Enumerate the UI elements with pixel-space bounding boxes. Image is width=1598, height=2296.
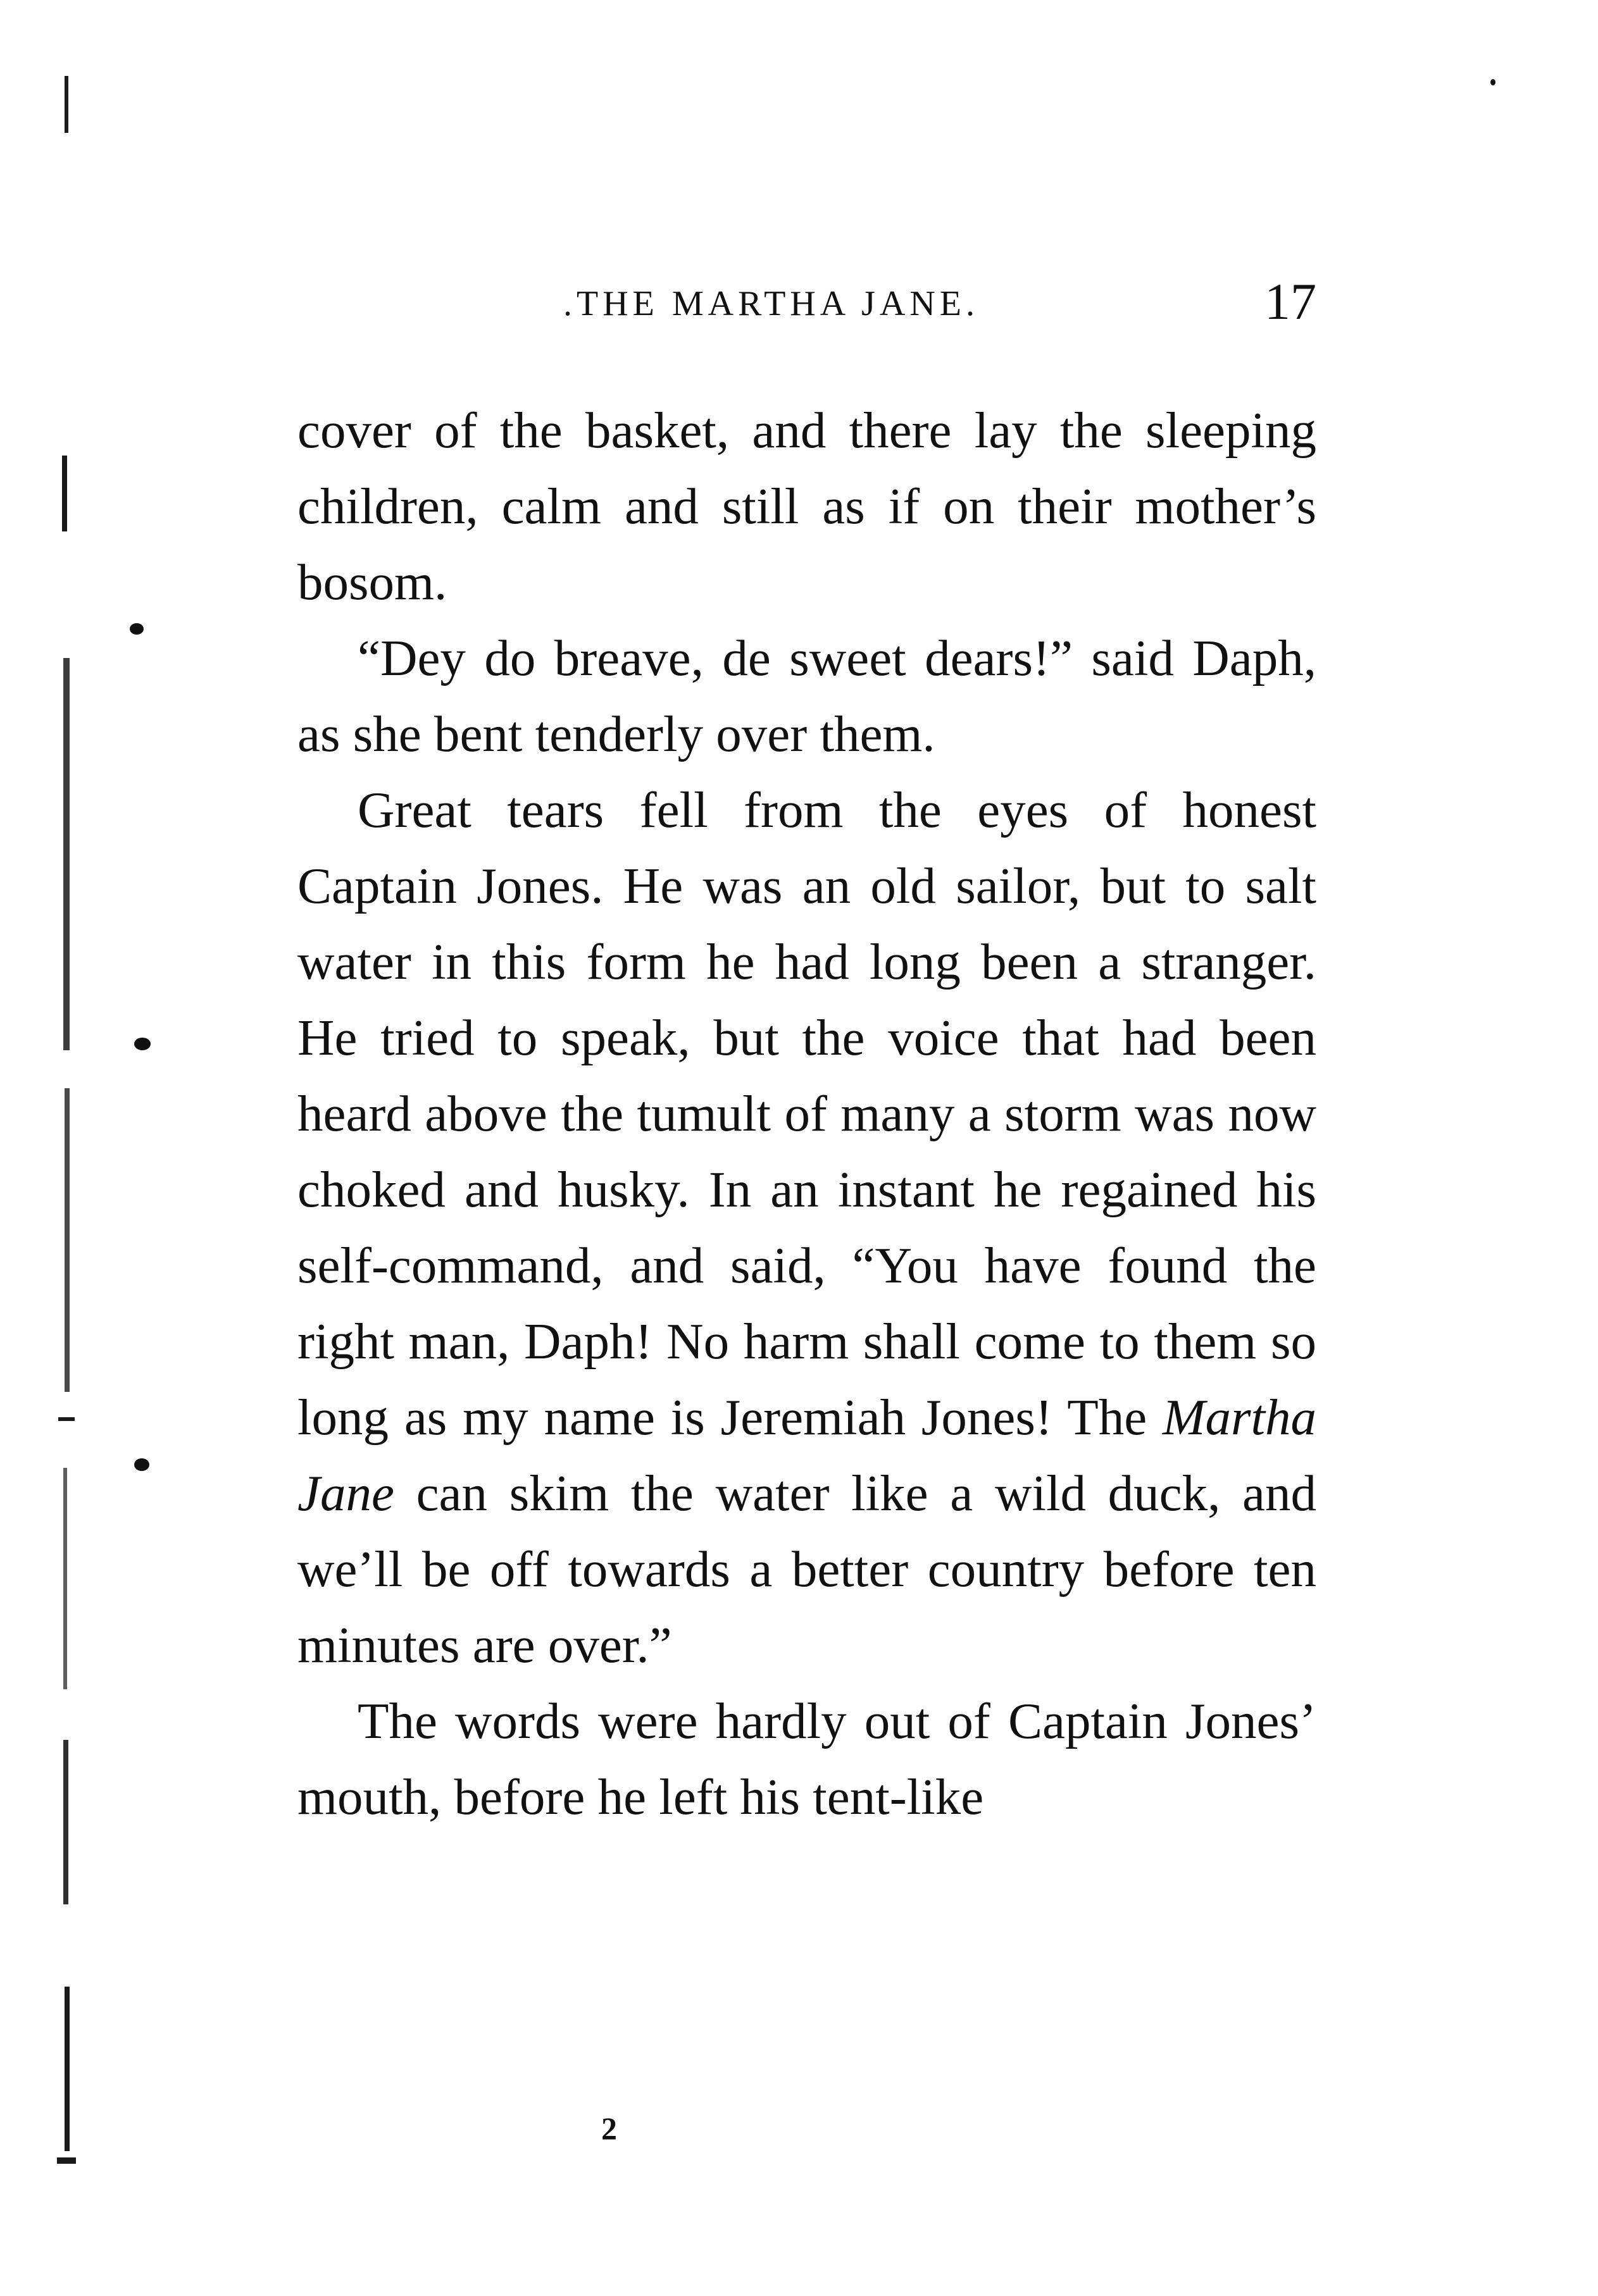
body-text bbox=[297, 392, 1316, 1835]
signature-mark: 2 bbox=[601, 2111, 617, 2146]
page-header bbox=[297, 272, 1316, 342]
paragraph bbox=[297, 772, 1316, 1683]
running-title: .THE MARTHA JANE. bbox=[563, 284, 979, 323]
paragraph bbox=[297, 392, 1316, 620]
paragraph-text: cover of the basket, and there lay the sleeping children, calm and still as if on their mother’s bosom. bbox=[297, 402, 1316, 611]
paragraph bbox=[297, 620, 1316, 772]
paragraph-text: Great tears fell from the eyes of honest Captain Jones. He was an old sailor, but to salt water in this form he had long been a stranger. He tried to speak, but the voice that had been heard above the tumult of many a storm was now choked and husky. In an instant he regained his self-command, and said, “You have found the right man, Daph! No harm shall come to them so long as my name is Jeremiah Jones! The bbox=[297, 781, 1316, 1446]
speck bbox=[130, 623, 144, 635]
paragraph bbox=[297, 1683, 1316, 1835]
binding-edge-artifacts bbox=[56, 266, 77, 2164]
paragraph-text: can skim the water like a wild duck, and we’ll be off towards a better country before ten minutes are over.” bbox=[297, 1465, 1316, 1673]
ship-name-italic: Martha Jane bbox=[297, 1389, 1316, 1522]
speck bbox=[134, 1458, 149, 1471]
speck bbox=[1490, 79, 1495, 85]
page-number: 17 bbox=[1264, 273, 1316, 330]
paragraph-text: “Dey do breave, de sweet dears!” said Daph, as she bent tenderly over them. bbox=[297, 630, 1316, 762]
speck bbox=[134, 1038, 151, 1050]
paragraph-text: The words were hardly out of Captain Jones’ mouth, before he left his tent-like bbox=[297, 1692, 1316, 1825]
